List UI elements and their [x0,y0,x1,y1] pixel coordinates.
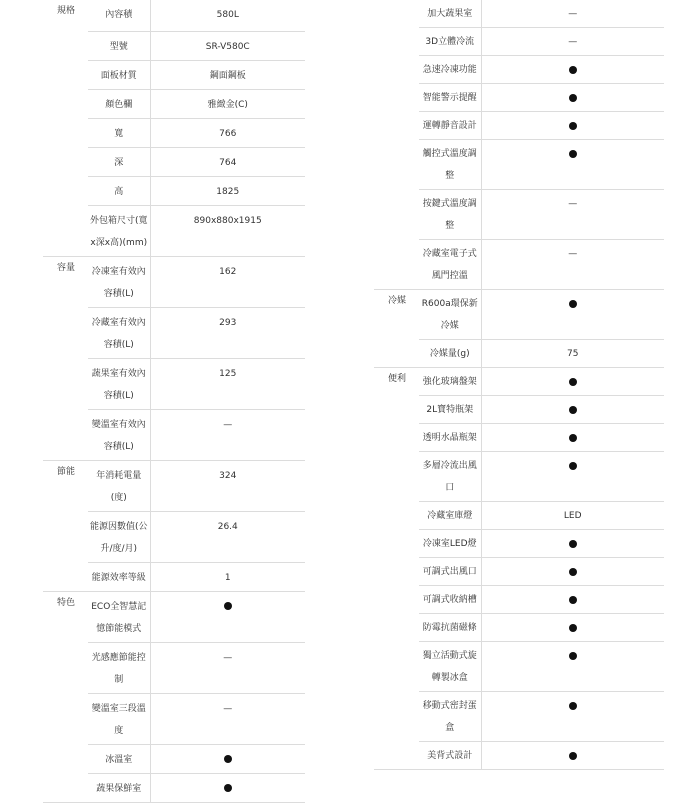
spec-row [374,84,664,112]
spec-row [374,140,664,190]
bullet-dot-icon [569,652,577,660]
spec-value [481,452,664,502]
spec-row [43,511,305,562]
spec-category [43,744,88,773]
bullet-dot-icon [569,94,577,102]
spec-label: 多層冷流出風口 [419,452,481,502]
bullet-dot-icon [224,755,232,763]
spec-value [481,290,664,340]
spec-value: 1825 [150,176,305,205]
spec-category [374,502,419,530]
spec-label: 深 [88,147,150,176]
spec-value: 162 [150,256,305,307]
spec-label: 外包箱尺寸(寬x深x高)(mm) [88,205,150,256]
spec-category [43,562,88,591]
spec-value: — [481,0,664,28]
spec-category [374,56,419,84]
spec-label: 冷凍室LED燈 [419,530,481,558]
spec-row [43,60,305,89]
spec-category [374,396,419,424]
spec-category [374,424,419,452]
spec-row [374,586,664,614]
spec-row [43,562,305,591]
spec-value: 125 [150,358,305,409]
spec-row [374,692,664,742]
spec-category [43,693,88,744]
spec-value: 890x880x1915 [150,205,305,256]
spec-label: 光感應節能控制 [88,642,150,693]
spec-row [374,290,664,340]
spec-label: 觸控式溫度調整 [419,140,481,190]
spec-label: 強化玻璃盤架 [419,368,481,396]
bullet-dot-icon [569,150,577,158]
spec-value [481,140,664,190]
spec-label: 按鍵式溫度調整 [419,190,481,240]
spec-value: — [481,28,664,56]
spec-label: 可調式出風口 [419,558,481,586]
spec-label: 可調式收納槽 [419,586,481,614]
spec-value: — [150,642,305,693]
spec-category [374,586,419,614]
spec-value: 580L [150,0,305,31]
spec-row [374,452,664,502]
spec-row [43,256,305,307]
spec-category [43,89,88,118]
spec-label: 冷藏室有效內容積(L) [88,307,150,358]
bullet-dot-icon [569,624,577,632]
spec-value [481,56,664,84]
spec-label: 智能警示提醒 [419,84,481,112]
bullet-dot-icon [569,568,577,576]
spec-label: 透明水晶瓶架 [419,424,481,452]
spec-category [374,340,419,368]
spec-value [481,530,664,558]
spec-table-left [43,0,305,803]
spec-row [43,409,305,460]
spec-row [43,31,305,60]
bullet-dot-icon [569,752,577,760]
spec-row [374,642,664,692]
spec-value: — [150,693,305,744]
bullet-dot-icon [224,602,232,610]
spec-value [150,773,305,802]
spec-row [374,240,664,290]
spec-row [374,396,664,424]
spec-value: — [481,240,664,290]
spec-label: ECO全智慧記憶節能模式 [88,591,150,642]
spec-label: 3D立體冷流 [419,28,481,56]
spec-row [374,112,664,140]
spec-value [481,586,664,614]
spec-label: 移動式密封蛋盒 [419,692,481,742]
spec-category [43,307,88,358]
spec-category [43,176,88,205]
spec-value: — [481,190,664,240]
spec-value: 293 [150,307,305,358]
spec-row [374,742,664,770]
bullet-dot-icon [569,300,577,308]
spec-value [481,614,664,642]
spec-value: 鋼面鋼板 [150,60,305,89]
bullet-dot-icon [569,462,577,470]
spec-label: 變溫室三段溫度 [88,693,150,744]
spec-value [481,692,664,742]
spec-label: 面板材質 [88,60,150,89]
spec-row [43,176,305,205]
spec-label: 蔬果室有效內容積(L) [88,358,150,409]
spec-label: 冰溫室 [88,744,150,773]
spec-category [43,358,88,409]
spec-row [43,0,305,31]
spec-row [43,205,305,256]
spec-label: 冷藏室電子式風門控溫 [419,240,481,290]
spec-value [150,744,305,773]
spec-label: 冷媒量(g) [419,340,481,368]
spec-label: 內容積 [88,0,150,31]
spec-row [374,56,664,84]
spec-category [43,205,88,256]
spec-label: 年消耗電量(度) [88,460,150,511]
spec-value [481,112,664,140]
spec-value [150,591,305,642]
spec-category [374,642,419,692]
spec-table-right [374,0,664,770]
spec-value: 1 [150,562,305,591]
spec-value: 75 [481,340,664,368]
spec-row [374,368,664,396]
spec-label: 美背式設計 [419,742,481,770]
spec-label: 加大蔬果室 [419,0,481,28]
spec-category [374,190,419,240]
spec-row [43,460,305,511]
spec-label: 能源因數值(公升/度/月) [88,511,150,562]
spec-category [374,614,419,642]
spec-category: 特色 [57,597,76,608]
spec-row [43,773,305,802]
spec-row [43,693,305,744]
bullet-dot-icon [569,434,577,442]
spec-row [374,28,664,56]
spec-label: 寬 [88,118,150,147]
spec-value [481,84,664,112]
spec-label: 型號 [88,31,150,60]
spec-category: 便利 [388,374,407,384]
spec-label: 防霉抗菌磁條 [419,614,481,642]
spec-row [43,744,305,773]
spec-category: 規格 [57,6,76,16]
spec-value: 764 [150,147,305,176]
spec-label: R600a環保新冷媒 [419,290,481,340]
spec-category [374,742,419,770]
spec-value [481,742,664,770]
spec-category [374,558,419,586]
spec-category [43,511,88,562]
spec-value [481,368,664,396]
bullet-dot-icon [569,702,577,710]
spec-label: 蔬果保鮮室 [88,773,150,802]
bullet-dot-icon [569,378,577,386]
spec-category [374,692,419,742]
spec-row [43,591,305,642]
spec-label: 2L寶特瓶架 [419,396,481,424]
spec-category [43,409,88,460]
spec-value [481,424,664,452]
spec-category [374,112,419,140]
spec-row [374,424,664,452]
bullet-dot-icon [569,540,577,548]
spec-value: 324 [150,460,305,511]
spec-row [374,190,664,240]
spec-row [374,530,664,558]
bullet-dot-icon [224,784,232,792]
spec-row [43,89,305,118]
spec-category [374,452,419,502]
spec-label: 冷藏室庫燈 [419,502,481,530]
spec-category [374,240,419,290]
bullet-dot-icon [569,122,577,130]
spec-category [374,0,419,28]
spec-label: 獨立活動式旋轉製冰盒 [419,642,481,692]
spec-row [374,340,664,368]
spec-label: 變溫室有效內容積(L) [88,409,150,460]
spec-row [374,614,664,642]
spec-value: 雅緻金(C) [150,89,305,118]
spec-category [43,118,88,147]
spec-value: LED [481,502,664,530]
spec-label: 冷凍室有效內容積(L) [88,256,150,307]
spec-row [43,358,305,409]
spec-value [481,642,664,692]
spec-value [481,558,664,586]
spec-label: 顏色欄 [88,89,150,118]
bullet-dot-icon [569,66,577,74]
spec-category [43,60,88,89]
spec-category [374,530,419,558]
spec-category [374,84,419,112]
bullet-dot-icon [569,596,577,604]
spec-label: 運轉靜音設計 [419,112,481,140]
spec-category [374,140,419,190]
spec-label: 高 [88,176,150,205]
spec-row [43,147,305,176]
spec-category [43,147,88,176]
spec-category [43,773,88,802]
spec-row [43,118,305,147]
spec-category [43,31,88,60]
spec-row [374,0,664,28]
spec-category [374,28,419,56]
spec-category: 冷媒 [388,296,407,306]
spec-category: 容量 [57,262,76,273]
spec-value: 766 [150,118,305,147]
spec-value: SR-V580C [150,31,305,60]
spec-label: 能源效率等級 [88,562,150,591]
spec-row [374,502,664,530]
spec-category: 節能 [57,466,76,477]
spec-category [43,642,88,693]
bullet-dot-icon [569,406,577,414]
spec-value [481,396,664,424]
spec-row [43,642,305,693]
spec-label: 急速冷凍功能 [419,56,481,84]
spec-row [374,558,664,586]
spec-row [43,307,305,358]
spec-value: 26.4 [150,511,305,562]
spec-value: — [150,409,305,460]
